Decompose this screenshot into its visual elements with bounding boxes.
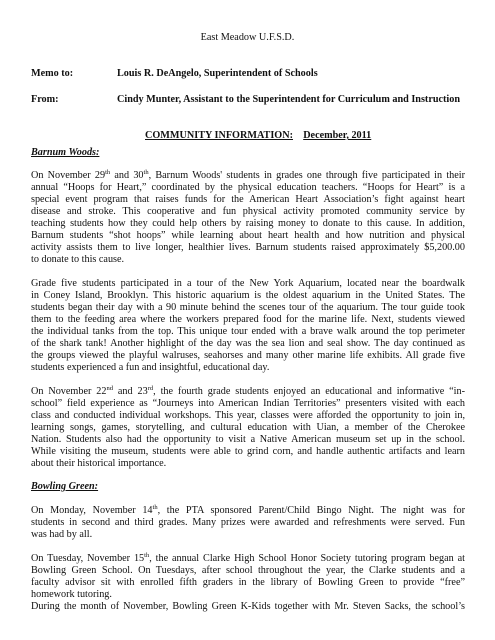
paragraph-line: teaching students how they could help others by raising money to donate to this cause. In addition, [31,218,465,229]
paragraph-line: special event program that raises funds for the American Heart Association’s fight against heart [31,194,465,205]
paragraph-line: students began their day with a 90 minute behind the scenes tour of the aquarium. The tour guide took [31,302,465,313]
paragraph-line: Nation. Students also had the opportunity to visit a Native American museum set up in the school. [31,434,465,445]
memo-to-value: Louis R. DeAngelo, Superintendent of Schools [117,68,318,79]
paragraph-line: about their historical importance. [31,458,167,469]
paragraph-line: students experienced a fun and insightful, educational day. [31,362,270,373]
paragraph-line: them to the feeding area where the workers prepared food for the marine life. Next, students viewed [31,314,465,325]
paragraph-line: was had by all. [31,529,93,540]
paragraph-line: On Monday, November 14th, the PTA sponsored Parent/Child Bingo Night. The night was for [31,504,465,516]
paragraph-line: On November 22nd and 23rd, the fourth grade students enjoyed an educational and informative “in- [31,385,466,397]
paragraph-line: Bowling Green School. On Tuesdays, after school throughout the year, the Clarke students and a [31,565,465,576]
memo-from-value: Cindy Munter, Assistant to the Superintendent for Curriculum and Instruction [117,94,461,105]
paragraph-line: the groups viewed the playful walruses, seahorses and many other marine life exhibits. All grade five [31,350,465,361]
section-heading-bowling-green: Bowling Green: [31,481,99,492]
paragraph-line: of the shark tank! Another highlight of the day was the sea lion and seal show. The day continued as [31,338,465,349]
document-title [145,130,371,142]
memo-from-label: From: [31,94,59,105]
paragraph-line: students in second and third grades. Many prizes were awarded and refreshments were served. Fun [31,517,465,528]
paragraph-line: Grade five students participated in a tour of the New York Aquarium, located near the boardwalk [31,278,465,289]
paragraph-line: to donate to this cause. [31,254,125,265]
paragraph-line: During the month of November, Bowling Green K-Kids together with Mr. Steven Sacks, the school’s [31,601,465,612]
paragraph-line: Barnum students “shot hoops” while learning about heart health and how nutrition and physical [31,230,465,241]
paragraph-line: disease and stroke. This cooperative and fun physical activity promoted community service by [31,206,465,217]
paragraph-line: school” field experience as “Journeys into American Indian Territories” presenters visited with each [31,398,465,409]
paragraph-line: the individual tanks from the top. This unique tour ended with a brave walk around the top perimeter [31,326,465,337]
paragraph-line: While visiting the museum, students were able to grind corn, and handle authentic artifacts and learn [31,446,465,457]
district-header: East Meadow U.F.S.D. [200,32,295,43]
paragraph-line: faculty advisor sit with enrolled fifth graders in the library of Bowling Green to provide “free” [31,577,465,588]
section-heading-barnum-woods: Barnum Woods: [31,147,100,158]
paragraph-line: activity assists them to live longer, healthier lives. Barnum students raised approximately $5,200.00 [31,242,465,253]
paragraph-line: learning songs, games, storytelling, and cultural education with Uian, a member of the Cherokee [31,422,465,433]
paragraph-line: annual “Hoops for Heart,” coordinated by the physical education teachers. “Hoops for Heart” is a [31,182,465,193]
title-date: December, 2011 [303,130,372,141]
title-heading: COMMUNITY INFORMATION: [145,130,293,141]
paragraph-line: On November 29th and 30th, Barnum Woods' students in grades one through five participated in their [31,169,465,181]
paragraph-line: in Coney Island, Brooklyn. This historic aquarium is the oldest aquarium in the United States. The [31,290,465,301]
paragraph-line: On Tuesday, November 15th, the annual Clarke High School Honor Society tutoring program began at [31,552,465,564]
memo-to-label: Memo to: [31,68,74,79]
paragraph-line: homework tutoring. [31,589,112,600]
paragraph-line: class and conducted individual workshops. This year, classes were afforded the opportunity to join in, [31,410,465,421]
